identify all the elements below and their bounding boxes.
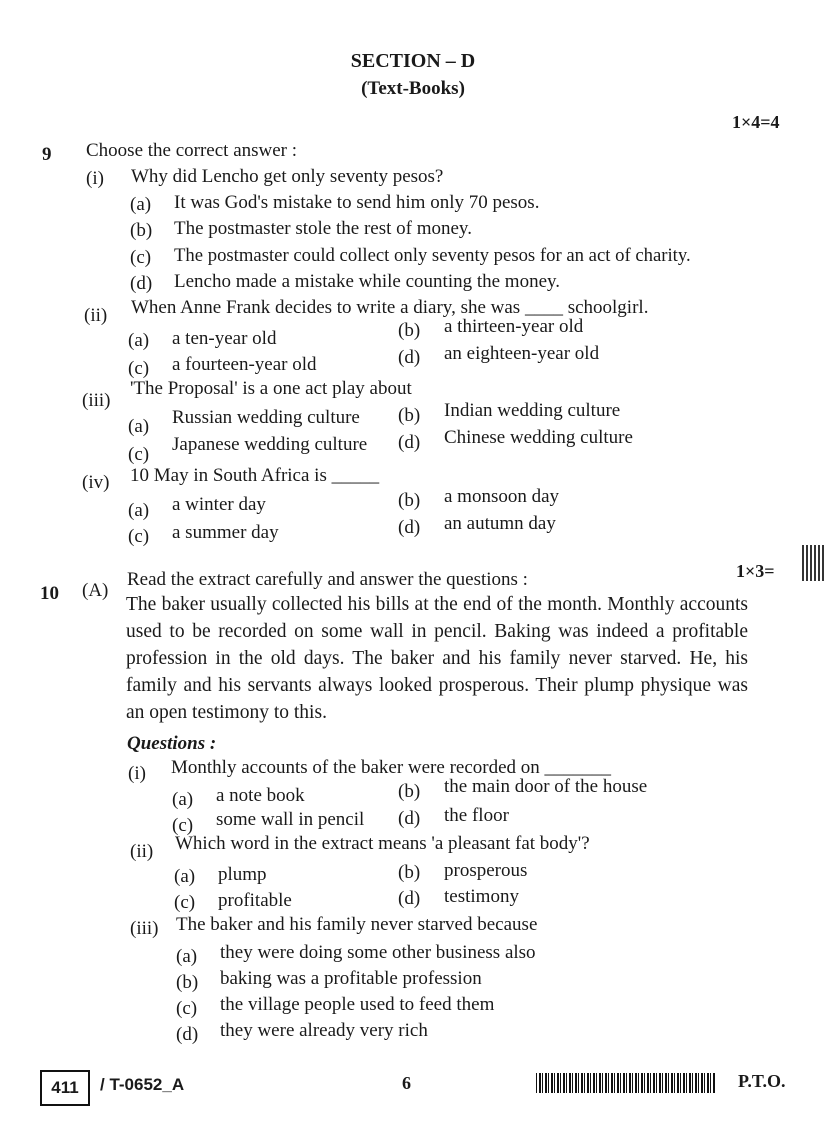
q9-ii-a-text: a ten-year old (172, 328, 277, 349)
paper-code: / T-0652_A (100, 1075, 185, 1094)
barcode-icon (536, 1073, 716, 1093)
q10-i-b-label: (b) (398, 781, 421, 802)
q9-iv-b-label: (b) (398, 490, 421, 511)
q10-ii-c-label: (c) (174, 892, 196, 913)
page-number: 6 (402, 1073, 411, 1093)
q9-iv-text: 10 May in South Africa is _____ (130, 465, 380, 486)
q9-i-d-text: Lencho made a mistake while counting the money. (174, 271, 561, 292)
q10-number: 10 (40, 583, 59, 604)
q9-ii-b-label: (b) (398, 320, 421, 341)
questions-heading: Questions : (127, 733, 217, 754)
q9-ii-c-text: a fourteen-year old (172, 354, 317, 375)
q9-i-c-text: The postmaster could collect only seventy pesos for an act of charity. (174, 245, 691, 266)
q10-ii-num: (ii) (130, 841, 154, 862)
q10-passage: The baker usually collected his bills at the end of the month. Monthly accounts used to be recorded on some wall in pencil. Baking was indeed a profitable profession in the old days. The baker and his family never starved. He, his family and his servants always looked prosperous. Their plump physique was an open testimony to this. (126, 594, 748, 723)
q9-i-num: (i) (86, 168, 104, 189)
q10-iii-c-label: (c) (176, 998, 198, 1019)
q9-iv-b-text: a monsoon day (444, 486, 560, 507)
q10-iii-c-text: the village people used to feed them (220, 994, 495, 1015)
q9-iii-num: (iii) (82, 390, 111, 411)
q10-i-d-text: the floor (444, 805, 509, 826)
q9-instruction: Choose the correct answer : (86, 140, 298, 161)
section-title: SECTION – D (350, 50, 476, 72)
q9-iv-a-text: a winter day (172, 494, 266, 515)
paper-code-box: 411 (40, 1070, 90, 1106)
q10-ii-b-text: prosperous (444, 860, 528, 881)
section-subtitle: (Text-Books) (361, 78, 465, 99)
q10-i-text: Monthly accounts of the baker were recorded on _______ (171, 757, 612, 778)
q9-iv-d-text: an autumn day (444, 513, 556, 534)
q10-i-a-label: (a) (172, 789, 194, 810)
q9-iii-c-label: (c) (128, 444, 150, 465)
q10-iii-d-label: (d) (176, 1024, 199, 1045)
q9-iv-c-text: a summer day (172, 522, 279, 543)
q9-i-b-text: The postmaster stole the rest of money. (174, 218, 472, 239)
q10-iii-b-text: baking was a profitable profession (220, 968, 482, 989)
q10-marks: 1×3= (736, 561, 775, 581)
q9-i-text: Why did Lencho get only seventy pesos? (131, 166, 444, 187)
q9-ii-a-label: (a) (128, 330, 150, 351)
q10-ii-b-label: (b) (398, 862, 421, 883)
q10-ii-d-label: (d) (398, 888, 421, 909)
q9-i-b-label: (b) (130, 220, 153, 241)
pto-label: P.T.O. (738, 1071, 786, 1091)
q9-i-d-label: (d) (130, 273, 153, 294)
q9-iv-c-label: (c) (128, 526, 150, 547)
qr-code-icon (802, 545, 824, 581)
q9-i-c-label: (c) (130, 247, 152, 268)
q10-ii-a-text: plump (218, 864, 267, 885)
q10-i-d-label: (d) (398, 808, 421, 829)
q10-ii-a-label: (a) (174, 866, 196, 887)
q9-ii-num: (ii) (84, 305, 108, 326)
q10-i-num: (i) (128, 763, 146, 784)
q10-iii-text: The baker and his family never starved because (176, 914, 538, 935)
q10-part: (A) (82, 580, 109, 601)
q9-iii-a-text: Russian wedding culture (172, 407, 360, 428)
q10-i-b-text: the main door of the house (444, 776, 648, 797)
q9-iv-num: (iv) (82, 472, 110, 493)
q9-ii-c-label: (c) (128, 358, 150, 379)
q9-iii-b-label: (b) (398, 405, 421, 426)
q10-i-c-text: some wall in pencil (216, 809, 365, 830)
q10-iii-num: (iii) (130, 918, 159, 939)
q9-iii-b-text: Indian wedding culture (444, 400, 621, 421)
q10-iii-a-text: they were doing some other business also (220, 942, 536, 963)
q9-i-a-text: It was God's mistake to send him only 70 pesos. (174, 192, 540, 213)
q9-iv-a-label: (a) (128, 500, 150, 521)
q9-number: 9 (42, 144, 52, 165)
q10-ii-text: Which word in the extract means 'a pleasant fat body'? (175, 833, 590, 854)
q10-ii-d-text: testimony (444, 886, 519, 907)
q9-iii-c-text: Japanese wedding culture (172, 434, 368, 455)
q9-iii-a-label: (a) (128, 416, 150, 437)
q9-ii-text: When Anne Frank decides to write a diary, she was ____ schoolgirl. (131, 297, 649, 318)
q9-marks: 1×4=4 (732, 112, 780, 132)
q10-i-a-text: a note book (216, 785, 305, 806)
q9-ii-d-text: an eighteen-year old (444, 343, 600, 364)
q10-iii-a-label: (a) (176, 946, 198, 967)
q9-iii-d-text: Chinese wedding culture (444, 427, 633, 448)
q9-i-a-label: (a) (130, 194, 152, 215)
q9-iv-d-label: (d) (398, 517, 421, 538)
q9-iii-text: 'The Proposal' is a one act play about (130, 378, 412, 399)
q10-iii-d-text: they were already very rich (220, 1020, 428, 1041)
q10-ii-c-text: profitable (218, 890, 292, 911)
q9-iii-d-label: (d) (398, 432, 421, 453)
q10-iii-b-label: (b) (176, 972, 199, 993)
q10-instruction: Read the extract carefully and answer the questions : (127, 569, 528, 590)
q9-ii-b-text: a thirteen-year old (444, 316, 584, 337)
q9-ii-d-label: (d) (398, 347, 421, 368)
q10-i-c-label: (c) (172, 815, 194, 836)
